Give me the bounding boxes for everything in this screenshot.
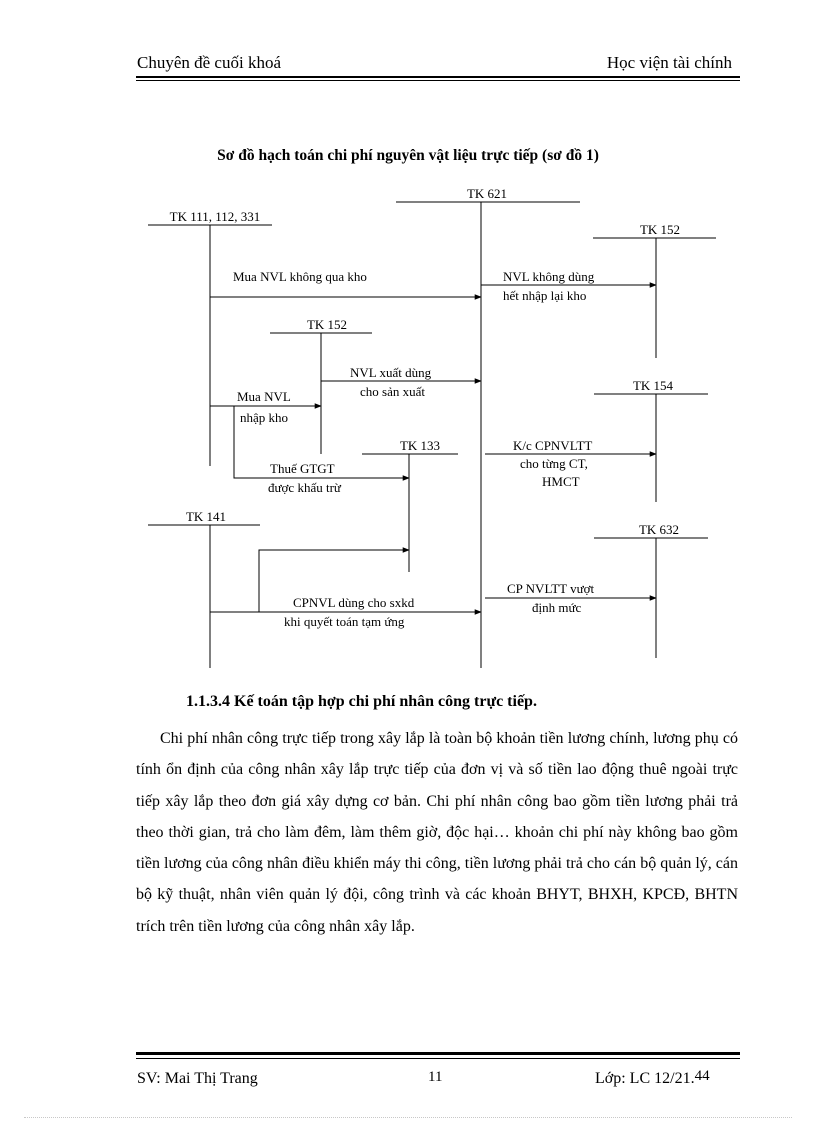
label-nvl-khong-dung-2: hết nhập lại kho bbox=[503, 288, 587, 303]
diagram-title: Sơ đồ hạch toán chi phí nguyên vật liệu trực tiếp (sơ đồ 1) bbox=[217, 147, 599, 164]
tk632-label: TK 632 bbox=[638, 522, 680, 537]
page-bottom-dotted-border bbox=[24, 1117, 792, 1118]
tk154-label: TK 154 bbox=[632, 378, 674, 393]
tk111-label: TK 111, 112, 331 bbox=[169, 209, 261, 224]
label-vuot-2: định mức bbox=[532, 600, 582, 615]
footer-student: SV: Mai Thị Trang bbox=[137, 1070, 258, 1087]
section-heading: 1.1.3.4 Kế toán tập hợp chi phí nhân công trực tiếp. bbox=[186, 693, 537, 710]
header-rule-thin bbox=[136, 80, 740, 81]
accounting-flow-diagram bbox=[0, 180, 816, 680]
tk152-right-label: TK 152 bbox=[639, 222, 681, 237]
label-kc-3: HMCT bbox=[542, 474, 580, 489]
label-kc-1: K/c CPNVLTT bbox=[513, 438, 593, 453]
footer-class-suffix: 44 bbox=[694, 1068, 710, 1084]
tk152-mid-label: TK 152 bbox=[306, 317, 348, 332]
label-mua-nhap-kho-2: nhập kho bbox=[240, 410, 289, 425]
label-kc-2: cho từng CT, bbox=[520, 456, 588, 471]
header-institution: Học viện tài chính bbox=[606, 53, 732, 72]
footer-rule-thin bbox=[136, 1058, 740, 1059]
label-cpnvl-2: khi quyết toán tạm ứng bbox=[284, 614, 405, 629]
footer-rule-thick bbox=[136, 1052, 740, 1055]
footer-class bbox=[595, 1070, 710, 1088]
label-nvl-xuat-dung-1: NVL xuất dùng bbox=[350, 365, 432, 380]
label-thue-2: được khấu trừ bbox=[268, 480, 341, 495]
label-thue-1: Thuế GTGT bbox=[270, 461, 335, 476]
header-rule-thick bbox=[136, 76, 740, 78]
label-mua-khong-qua-kho: Mua NVL không qua kho bbox=[233, 269, 367, 284]
header-course-title: Chuyên đề cuối khoá bbox=[137, 53, 281, 72]
label-cpnvl-1: CPNVL dùng cho sxkd bbox=[293, 595, 415, 610]
label-nvl-khong-dung-1: NVL không dùng bbox=[503, 269, 595, 284]
label-vuot-1: CP NVLTT vượt bbox=[507, 581, 595, 596]
tk133-label: TK 133 bbox=[399, 438, 441, 453]
tk621-label: TK 621 bbox=[466, 186, 508, 201]
tk141-label: TK 141 bbox=[185, 509, 227, 524]
footer-class-text: Lớp: LC 12/21. bbox=[595, 1070, 695, 1087]
label-mua-nhap-kho-1: Mua NVL bbox=[237, 389, 291, 404]
page-number: 11 bbox=[428, 1069, 443, 1085]
section-paragraph: Chi phí nhân công trực tiếp trong xây lắp là toàn bộ khoản tiền lương chính, lương phụ có tính ổn định của công nhân xây lắp trực tiếp của đơn vị và số tiền lao động thuê ngoài trực tiếp xây lắp theo đơn giá xây dựng cơ bản. Chi phí nhân công bao gồm tiền lương phải trả theo thời gian, trả cho làm đêm, làm thêm giờ, độc hại… khoản chi phí này không bao gồm tiền lương của công nhân điều khiển máy thi công, tiền lương phải trả cho cán bộ quản lý, cán bộ kỹ thuật, nhân viên quản lý đội, công trình và các khoản BHYT, BHXH, KPCĐ, BHTN trích trên tiền lương của công nhân xây lắp. bbox=[136, 730, 738, 935]
label-nvl-xuat-dung-2: cho sản xuất bbox=[360, 384, 425, 399]
